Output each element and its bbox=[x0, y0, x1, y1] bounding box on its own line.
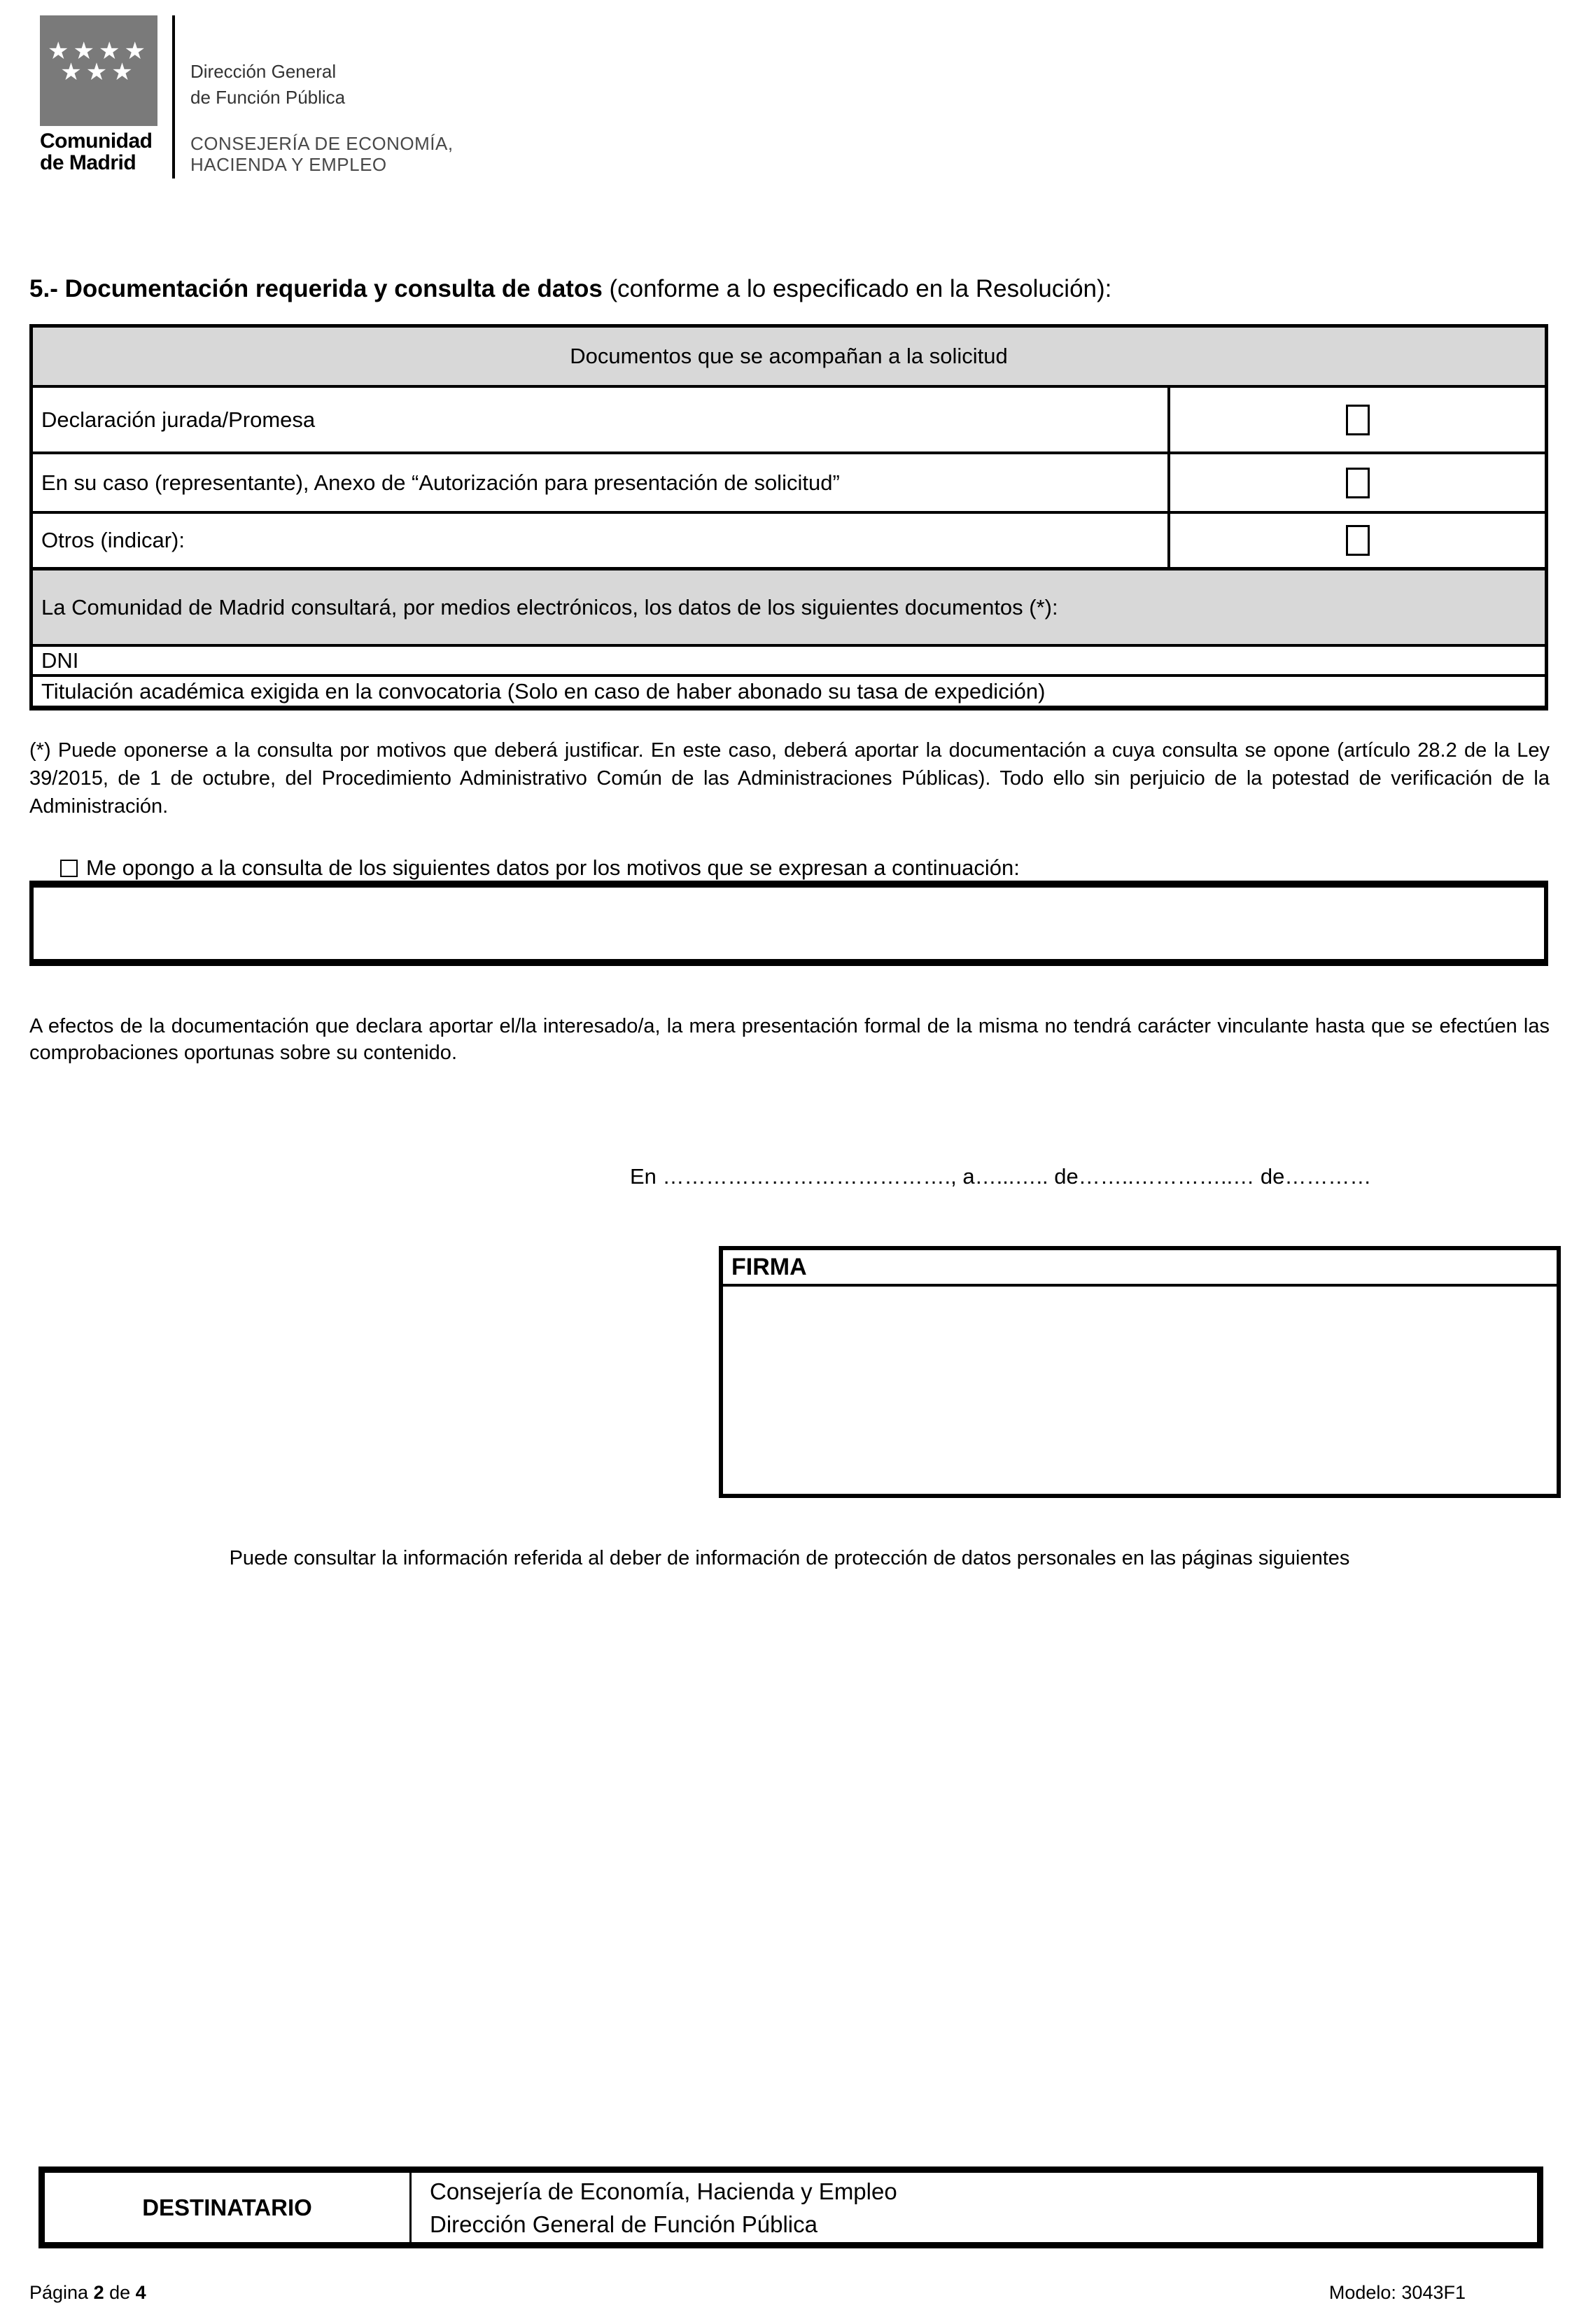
page-number-prefix: Página bbox=[29, 2282, 94, 2303]
declaracion-checkbox[interactable] bbox=[1346, 405, 1370, 435]
org-name bbox=[190, 59, 345, 111]
oppose-checkbox[interactable] bbox=[60, 860, 78, 877]
org-name-line2: de Función Pública bbox=[190, 87, 346, 108]
signature-box-header bbox=[723, 1250, 1557, 1287]
table-row bbox=[33, 674, 1545, 706]
signature-field[interactable] bbox=[723, 1287, 1557, 1495]
anexo-autorizacion-checkbox[interactable] bbox=[1346, 468, 1370, 498]
page-number-current: 2 bbox=[93, 2282, 104, 2303]
model-code: Modelo: 3043F1 bbox=[1328, 2282, 1466, 2303]
oppose-motives-field[interactable] bbox=[29, 881, 1548, 966]
documents-table bbox=[29, 324, 1548, 710]
doc-row-check-cell bbox=[1167, 388, 1545, 451]
effects-note: A efectos de la documentación que declara aportar el/la interesado/a, la mera presentación formal de la misma no tendrá carácter vinculante hasta que se efectúen las comprobaciones oportunas sobre su contenido. bbox=[29, 1015, 1550, 1064]
table-row bbox=[33, 511, 1545, 567]
otros-checkbox[interactable] bbox=[1346, 525, 1370, 556]
page-number bbox=[29, 2282, 146, 2304]
table-row bbox=[33, 644, 1545, 674]
recipient-line1: Consejería de Economía, Hacienda y Empleo bbox=[430, 2178, 897, 2204]
table-row bbox=[33, 385, 1545, 451]
recipient-line2: Dirección General de Función Pública bbox=[430, 2211, 817, 2237]
logo-caption-line2: de Madrid bbox=[40, 151, 136, 174]
signature-label: FIRMA bbox=[731, 1253, 807, 1280]
place-date-line[interactable]: En …………………………………., a…...….. de……..…………..… de………… bbox=[630, 1164, 1372, 1189]
org-name-line1: Dirección General bbox=[190, 61, 337, 82]
flag-stars-icon: ★★★★ bbox=[48, 38, 150, 64]
consult-header-row bbox=[33, 567, 1545, 644]
recipient-label: DESTINATARIO bbox=[45, 2173, 412, 2242]
department-name-line2: HACIENDA Y EMPLEO bbox=[190, 154, 387, 175]
department-name-line1: CONSEJERÍA DE ECONOMÍA, bbox=[190, 133, 454, 154]
department-name bbox=[190, 133, 454, 175]
oppose-consult-row bbox=[60, 855, 1020, 881]
oppose-label: Me opongo a la consulta de los siguientes datos por los motivos que se expresan a continuación: bbox=[86, 855, 1020, 880]
logo-caption bbox=[40, 130, 153, 174]
logo-caption-line1: Comunidad bbox=[40, 130, 153, 153]
recipient-value bbox=[412, 2173, 1537, 2242]
consult-row-label: Titulación académica exigida en la convocatoria (Solo en caso de haber abonado su tasa de expedición) bbox=[41, 678, 1046, 704]
section-title bbox=[29, 275, 1499, 303]
section-title-regular: (conforme a lo especificado en la Resolución): bbox=[602, 275, 1112, 302]
table-row bbox=[33, 451, 1545, 511]
doc-row-label: Declaración jurada/Promesa bbox=[41, 407, 316, 432]
page-number-of: de bbox=[104, 2282, 136, 2303]
documents-table-header-label: Documentos que se acompañan a la solicitud bbox=[570, 344, 1008, 368]
consult-row-label: DNI bbox=[41, 648, 79, 673]
recipient-table bbox=[38, 2166, 1543, 2248]
doc-row-label: Otros (indicar): bbox=[41, 528, 185, 552]
comunidad-madrid-logo bbox=[40, 15, 157, 126]
signature-box bbox=[719, 1246, 1561, 1498]
consult-header-label: La Comunidad de Madrid consultará, por medios electrónicos, los datos de los siguientes documentos (*): bbox=[41, 594, 1058, 620]
flag-stars-icon: ★★★ bbox=[60, 59, 137, 85]
documents-table-header bbox=[33, 328, 1545, 385]
doc-row-check-cell bbox=[1167, 514, 1545, 567]
header-divider bbox=[172, 15, 175, 178]
doc-row-label: En su caso (representante), Anexo de “Autorización para presentación de solicitud” bbox=[41, 470, 840, 495]
page-number-total: 4 bbox=[135, 2282, 146, 2303]
section-title-bold: 5.- Documentación requerida y consulta de datos bbox=[29, 275, 603, 302]
privacy-note: Puede consultar la información referida al deber de información de protección de datos personales en las páginas siguientes bbox=[229, 1547, 1350, 1569]
doc-row-check-cell bbox=[1167, 454, 1545, 511]
asterisk-note: (*) Puede oponerse a la consulta por motivos que deberá justificar. En este caso, deberá aportar la documentación a cuya consulta se opone (artículo 28.2 de la Ley 39/2015, de 1 de octubre, del Procedimiento Administrativo Común de las Administraciones Públicas). Todo ello sin perjuicio de la potestad de verificación de la Administración. bbox=[29, 739, 1550, 818]
